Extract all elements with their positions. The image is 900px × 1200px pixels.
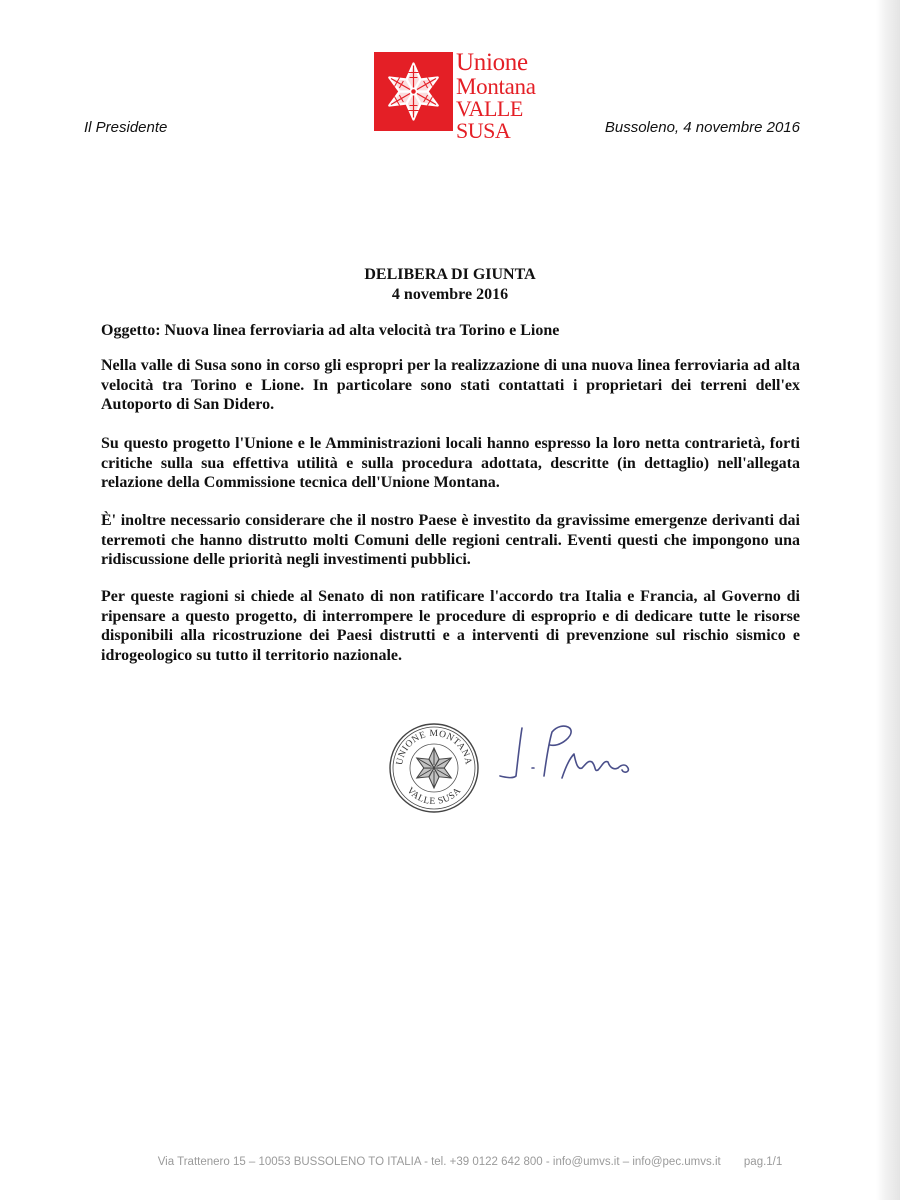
logo-wordmark [456, 50, 536, 142]
body-paragraph-3: È' inoltre necessario considerare che il nostro Paese è investito da gravissime emergenze derivanti dai terremoti che hanno distrutto molti Comuni delle regioni centrali. Eventi questi che impongono una ridiscussione delle priorità negli investimenti pubblici. [101, 512, 800, 568]
stamp-top-text: UNIONE MONTANA [395, 728, 473, 766]
document-heading [0, 265, 900, 305]
body-paragraph-2: Su questo progetto l'Unione e le Amministrazioni locali hanno espresso la loro netta contrarietà, forti critiche sulla sua effettiva utilità e sulla procedura adottata, descritte (in dettaglio) nell'allegata relazione della Commissione tecnica dell'Unione Montana. [101, 435, 800, 491]
official-stamp [388, 722, 480, 814]
footer-page-number: pag.1/1 [743, 1156, 783, 1168]
header-sender: Il Presidente [84, 119, 168, 136]
logo-line-1: Unione [456, 49, 528, 76]
document-title: DELIBERA DI GIUNTA [364, 266, 536, 283]
handwritten-signature [492, 718, 660, 788]
stamp-bottom-text: VALLE SUSA [404, 785, 464, 808]
logo-line-3: VALLE SUSA [456, 96, 523, 143]
body-paragraph-1: Nella valle di Susa sono in corso gli espropri per la realizzazione di una nuova linea ferroviaria ad alta velocità tra Torino e Lione. In particolare sono stati contattati i proprietari dei terreni dell'ex Autoporto di San Didero. [101, 357, 800, 413]
body-paragraph-4: Per queste ragioni si chiede al Senato di non ratificare l'accordo tra Italia e Francia, al Governo di ripensare a questo progetto, di interrompere le procedure di esproprio e di dedicare tutte le risorse disponibili alla ricostruzione dei Paesi distrutti e a interventi di prevenzione sul rischio sismico e idrogeologico su tutto il territorio nazionale. [101, 588, 800, 664]
page-edge-shadow [876, 0, 900, 1200]
footer-address: Via Trattenero 15 – 10053 BUSSOLENO TO ITALIA - tel. +39 0122 642 800 - info@umvs.it – info@pec.umvs.it [157, 1156, 721, 1168]
snowflake-logo-icon [374, 52, 453, 131]
organization-logo [374, 49, 536, 143]
logo-line-2: Montana [456, 74, 536, 99]
page-footer [0, 1156, 900, 1168]
header-place-date: Bussoleno, 4 novembre 2016 [604, 119, 800, 136]
document-date: 4 novembre 2016 [391, 286, 509, 303]
stamp-snowflake-icon [414, 748, 454, 788]
document-subject: Oggetto: Nuova linea ferroviaria ad alta velocità tra Torino e Lione [101, 322, 560, 339]
